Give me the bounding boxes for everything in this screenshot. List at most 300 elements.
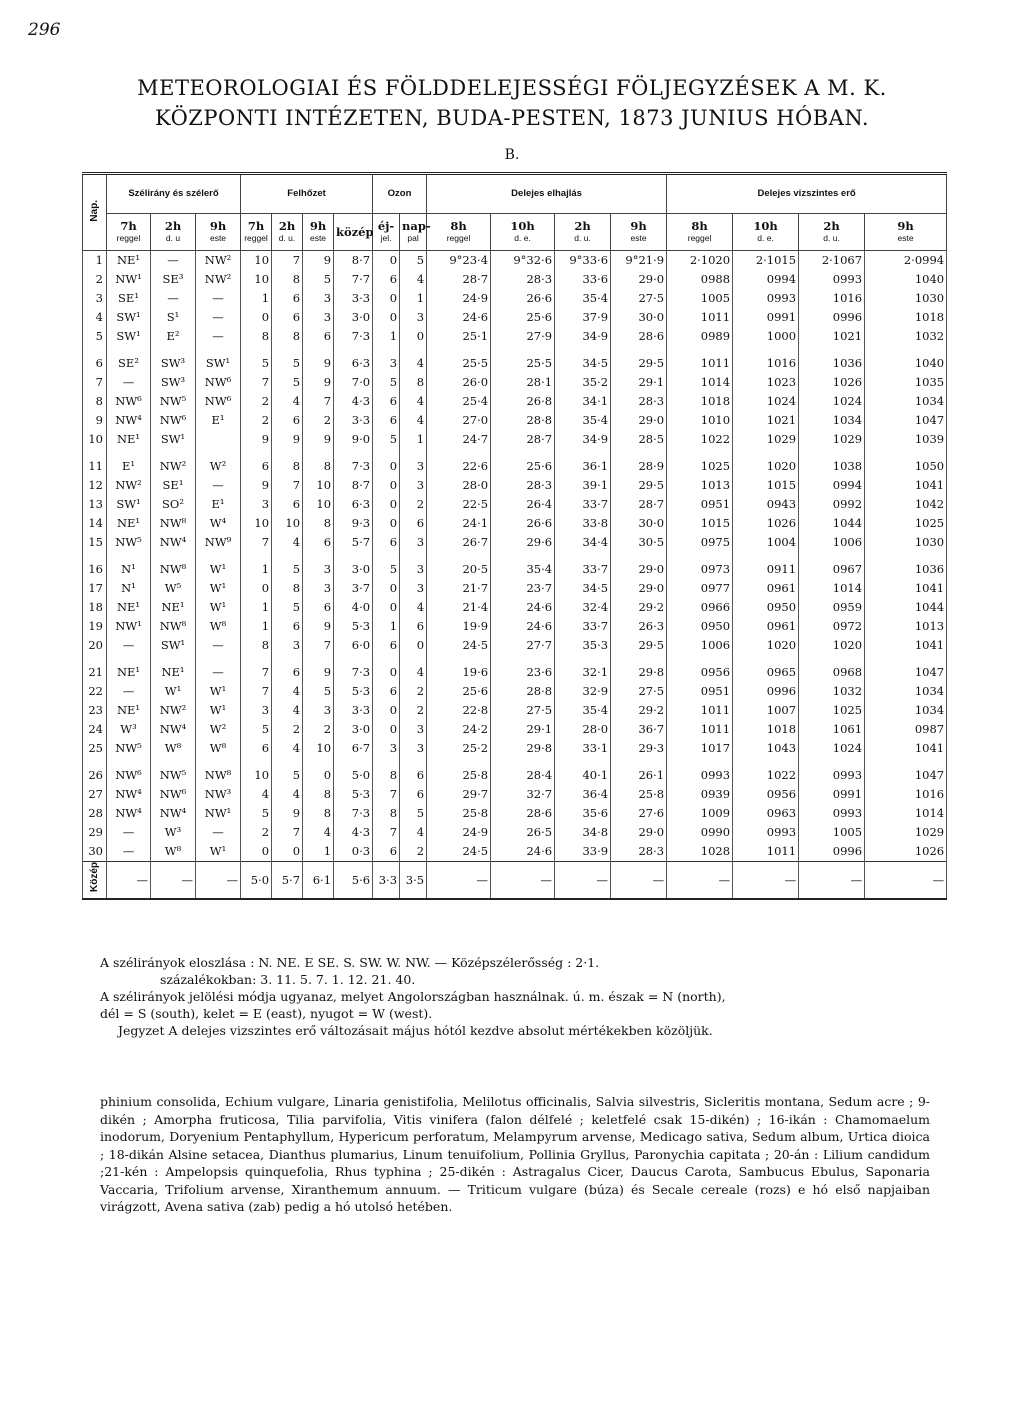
table-cell: —	[196, 823, 241, 842]
table-cell: 7	[373, 823, 400, 842]
table-cell: 1024	[799, 392, 865, 411]
table-row	[83, 373, 947, 392]
table-cell: 3	[373, 739, 400, 758]
table-cell: 6	[400, 514, 427, 533]
table-row	[83, 804, 947, 823]
table-cell: 0967	[799, 560, 865, 579]
table-row	[83, 514, 947, 533]
table-row	[83, 579, 947, 598]
table-cell: SE¹	[151, 476, 196, 495]
header-hour-cell	[555, 214, 611, 251]
header-hour-label: 9h	[897, 219, 914, 233]
table-cell: 36·1	[555, 457, 611, 476]
table-cell: —	[107, 373, 151, 392]
table-cell: SW¹	[151, 636, 196, 655]
table-cell: 32·9	[555, 682, 611, 701]
table-cell: W¹	[151, 682, 196, 701]
table-cell: 0	[373, 476, 400, 495]
header-hour-label: 10h	[753, 219, 778, 233]
table-cell: 28·8	[491, 682, 555, 701]
table-cell: 24·5	[427, 636, 491, 655]
table-cell: 9°33·6	[555, 251, 611, 271]
day-cell: 11	[83, 457, 107, 476]
table-cell: 1020	[733, 457, 799, 476]
table-cell: 25·8	[611, 785, 667, 804]
table-cell: 2·0994	[865, 251, 947, 271]
table-cell: 10	[303, 739, 334, 758]
table-cell: 7·3	[334, 663, 373, 682]
table-row	[83, 766, 947, 785]
header-sub-label: d. e.	[514, 233, 531, 243]
table-cell: 29·2	[611, 598, 667, 617]
table-cell: 4	[272, 533, 303, 552]
table-cell: 0987	[865, 720, 947, 739]
day-cell: 22	[83, 682, 107, 701]
table-cell: E¹	[196, 495, 241, 514]
table-cell: 1024	[799, 739, 865, 758]
table-cell: 5	[241, 720, 272, 739]
table-cell: 1032	[799, 682, 865, 701]
table-cell: 10	[303, 495, 334, 514]
header-hour-cell	[733, 214, 799, 251]
table-cell: 1038	[799, 457, 865, 476]
mean-cell: —	[865, 862, 947, 900]
note-jegyzet: Jegyzet A delejes vizszintes erő változásait május hótól kezdve absolut mértékekben közöljük.	[118, 1023, 713, 1038]
header-szelirany: Szélirány és szélerő	[107, 174, 241, 214]
table-cell: 0	[272, 842, 303, 862]
table-cell: 24·6	[491, 617, 555, 636]
header-hour-cell	[491, 214, 555, 251]
table-cell: 1005	[667, 289, 733, 308]
table-cell: 1011	[667, 308, 733, 327]
group-spacer	[83, 346, 947, 354]
table-cell: 1026	[733, 514, 799, 533]
table-cell: 9	[303, 373, 334, 392]
table-cell: 6	[373, 392, 400, 411]
table-cell: 0	[373, 251, 400, 271]
table-cell: 5	[373, 373, 400, 392]
table-cell: 7	[272, 823, 303, 842]
table-cell: NW⁵	[107, 533, 151, 552]
table-cell: 6	[241, 739, 272, 758]
table-cell: 33·8	[555, 514, 611, 533]
table-cell: 1007	[733, 701, 799, 720]
header-hour-cell	[400, 214, 431, 251]
table-cell: 27·0	[427, 411, 491, 430]
table-cell: 0988	[667, 270, 733, 289]
table-cell: 6	[400, 766, 427, 785]
table-row	[83, 495, 947, 514]
table-cell: 29·0	[611, 560, 667, 579]
table-cell: 1023	[733, 373, 799, 392]
table-cell: 0	[303, 766, 334, 785]
table-cell: W²	[196, 720, 241, 739]
table-cell: 0996	[799, 842, 865, 862]
table-cell: 34·1	[555, 392, 611, 411]
day-cell: 24	[83, 720, 107, 739]
table-cell: 33·9	[555, 842, 611, 862]
table-cell: 2	[272, 720, 303, 739]
table-cell: NE¹	[151, 663, 196, 682]
table-header-row-hours	[83, 214, 947, 251]
table-cell: 26·5	[491, 823, 555, 842]
table-cell: W¹	[196, 842, 241, 862]
header-sub-label: jel.	[380, 233, 392, 243]
header-delejes-elhajlas: Delejes elhajlás	[427, 174, 667, 214]
table-cell: 8	[303, 514, 334, 533]
table-cell: E¹	[196, 411, 241, 430]
header-delejes-vizszintes: Delejes vizszintes erő	[667, 174, 947, 214]
table-cell: 29·0	[611, 579, 667, 598]
header-hour-cell	[334, 214, 373, 251]
table-cell: NW⁴	[107, 785, 151, 804]
table-cell: 33·7	[555, 495, 611, 514]
mean-row	[83, 862, 947, 900]
table-cell: 10	[241, 766, 272, 785]
table-cell: 24·6	[491, 842, 555, 862]
table-cell: 4·0	[334, 598, 373, 617]
table-cell: NW⁴	[151, 720, 196, 739]
table-cell: 26·4	[491, 495, 555, 514]
table-cell: 9·0	[334, 430, 373, 449]
table-cell: 5	[241, 354, 272, 373]
table-cell: W¹	[196, 598, 241, 617]
table-cell: 4	[400, 663, 427, 682]
table-cell: NE¹	[107, 598, 151, 617]
mean-cell: —	[107, 862, 151, 900]
table-cell: 1020	[799, 636, 865, 655]
table-cell: 7·7	[334, 270, 373, 289]
table-cell: 8	[303, 804, 334, 823]
table-cell: 30·0	[611, 514, 667, 533]
table-cell: 1006	[667, 636, 733, 655]
table-header-row-top	[83, 174, 947, 214]
group-spacer	[83, 758, 947, 766]
header-hour-cell	[611, 214, 667, 251]
table-cell: 7	[272, 476, 303, 495]
table-cell: 28·1	[491, 373, 555, 392]
table-cell: 28·4	[491, 766, 555, 785]
table-cell: 1018	[865, 308, 947, 327]
table-cell: 1043	[733, 739, 799, 758]
table-cell: 7·3	[334, 804, 373, 823]
table-cell: 1021	[733, 411, 799, 430]
table-cell: SW¹	[196, 354, 241, 373]
table-cell: 0951	[667, 682, 733, 701]
table-cell: 3	[400, 457, 427, 476]
table-cell: 1041	[865, 476, 947, 495]
table-cell: 21·7	[427, 579, 491, 598]
table-cell: 28·7	[611, 495, 667, 514]
table-cell: 6	[400, 785, 427, 804]
table-cell: 9°21·9	[611, 251, 667, 271]
table-cell: 1025	[865, 514, 947, 533]
table-cell: 4	[272, 392, 303, 411]
table-cell: 1	[241, 289, 272, 308]
table-cell: 0996	[799, 308, 865, 327]
table-cell: SW¹	[107, 308, 151, 327]
table-cell: 2	[400, 495, 427, 514]
table-cell: 9	[303, 663, 334, 682]
observation-table-wrapper	[82, 172, 946, 900]
table-cell: 1034	[865, 701, 947, 720]
table-cell: 29·1	[611, 373, 667, 392]
header-sub-label: reggel	[116, 233, 141, 243]
table-cell: 5	[272, 373, 303, 392]
table-cell: 1040	[865, 270, 947, 289]
table-cell: 0993	[799, 804, 865, 823]
mean-cell: 5·0	[241, 862, 272, 900]
table-cell: 0956	[667, 663, 733, 682]
table-cell: 4	[241, 785, 272, 804]
mean-cell: 3·3	[373, 862, 400, 900]
table-cell: 5	[272, 598, 303, 617]
table-cell: 9°32·6	[491, 251, 555, 271]
day-cell: 29	[83, 823, 107, 842]
table-row	[83, 392, 947, 411]
table-cell: 0993	[799, 766, 865, 785]
header-sub-label: este	[209, 233, 227, 243]
table-cell: NW⁵	[107, 739, 151, 758]
table-cell: 1040	[865, 354, 947, 373]
day-cell: 16	[83, 560, 107, 579]
day-cell: 13	[83, 495, 107, 514]
table-cell: 0	[373, 598, 400, 617]
table-cell: 19·6	[427, 663, 491, 682]
header-hour-label: 7h	[120, 219, 137, 233]
mean-cell: —	[555, 862, 611, 900]
table-cell: 1025	[799, 701, 865, 720]
table-cell: 3	[303, 579, 334, 598]
day-cell: 20	[83, 636, 107, 655]
table-cell: 24·2	[427, 720, 491, 739]
table-cell: 22·5	[427, 495, 491, 514]
table-cell: N¹	[107, 579, 151, 598]
table-cell: 1024	[733, 392, 799, 411]
table-cell: 6	[373, 270, 400, 289]
table-cell: —	[107, 842, 151, 862]
mean-cell: —	[151, 862, 196, 900]
table-cell: —	[196, 663, 241, 682]
table-cell: 0943	[733, 495, 799, 514]
table-cell: 35·4	[555, 701, 611, 720]
table-cell: 8	[400, 373, 427, 392]
table-cell: 19·9	[427, 617, 491, 636]
table-cell: 7	[373, 785, 400, 804]
header-hour-label: 10h	[510, 219, 535, 233]
table-cell: E¹	[107, 457, 151, 476]
table-cell: 32·7	[491, 785, 555, 804]
table-cell: 0	[400, 327, 427, 346]
table-cell: 6·3	[334, 495, 373, 514]
header-hour-cell	[799, 214, 865, 251]
table-cell: 10	[272, 514, 303, 533]
table-cell: 0	[373, 579, 400, 598]
day-cell: 23	[83, 701, 107, 720]
table-cell: 0	[373, 308, 400, 327]
table-cell: 1041	[865, 739, 947, 758]
table-cell: 29·5	[611, 636, 667, 655]
table-cell: 5	[400, 804, 427, 823]
table-cell: 0993	[733, 823, 799, 842]
header-sub-label: pal	[407, 233, 419, 243]
header-hour-cell	[427, 214, 491, 251]
table-cell: NE¹	[107, 701, 151, 720]
table-cell: NW⁶	[151, 411, 196, 430]
table-cell: 1017	[667, 739, 733, 758]
table-cell: 27·9	[491, 327, 555, 346]
table-cell: 2·1067	[799, 251, 865, 271]
table-cell: 28·8	[491, 411, 555, 430]
table-cell: SW³	[151, 373, 196, 392]
day-cell: 8	[83, 392, 107, 411]
table-cell: 2	[400, 701, 427, 720]
table-cell: 2	[400, 682, 427, 701]
table-body	[83, 251, 947, 900]
table-cell: 0966	[667, 598, 733, 617]
day-cell: 5	[83, 327, 107, 346]
table-cell: 1029	[799, 430, 865, 449]
table-cell: 4	[400, 354, 427, 373]
table-cell: 1030	[865, 289, 947, 308]
table-cell: W⁸	[151, 842, 196, 862]
table-cell: 32·1	[555, 663, 611, 682]
table-cell: 22·6	[427, 457, 491, 476]
table-cell: 26·0	[427, 373, 491, 392]
day-cell: 3	[83, 289, 107, 308]
table-cell: 9°23·4	[427, 251, 491, 271]
table-cell: 35·2	[555, 373, 611, 392]
day-cell: 21	[83, 663, 107, 682]
table-cell: 0961	[733, 617, 799, 636]
table-cell: 1015	[667, 514, 733, 533]
table-cell: 0	[373, 495, 400, 514]
table-cell: 5	[400, 251, 427, 271]
table-cell: 0973	[667, 560, 733, 579]
table-cell: 9	[303, 617, 334, 636]
table-cell: 4	[400, 411, 427, 430]
table-cell: W⁸	[196, 739, 241, 758]
table-cell: 8	[303, 457, 334, 476]
table-cell: 29·5	[611, 476, 667, 495]
table-cell: NW⁴	[151, 533, 196, 552]
table-cell: NE¹	[107, 663, 151, 682]
table-cell: 5·3	[334, 785, 373, 804]
table-cell: 30·5	[611, 533, 667, 552]
table-cell: 6	[272, 411, 303, 430]
table-cell: 1016	[799, 289, 865, 308]
header-hour-label: 2h	[574, 219, 591, 233]
table-cell: 8	[241, 636, 272, 655]
table-cell: 37·9	[555, 308, 611, 327]
table-cell: 7·3	[334, 457, 373, 476]
table-cell: 24·1	[427, 514, 491, 533]
header-hour-cell	[107, 214, 151, 251]
table-cell: 0994	[733, 270, 799, 289]
table-cell: 6	[272, 495, 303, 514]
header-hour-label: 2h	[278, 219, 296, 233]
day-cell: 15	[83, 533, 107, 552]
table-cell: 9·3	[334, 514, 373, 533]
table-cell: 10	[241, 514, 272, 533]
table-cell: 0	[241, 308, 272, 327]
day-cell: 6	[83, 354, 107, 373]
table-cell: 1	[400, 430, 427, 449]
table-cell: NW⁸	[151, 560, 196, 579]
table-cell: 1020	[733, 636, 799, 655]
table-cell: SE²	[107, 354, 151, 373]
header-ozon: Ozon	[373, 174, 427, 214]
table-cell: 4	[303, 823, 334, 842]
table-cell: 10	[241, 270, 272, 289]
table-cell: 3	[400, 579, 427, 598]
table-cell: 8	[272, 579, 303, 598]
table-cell: NW²	[151, 701, 196, 720]
table-cell: 1026	[799, 373, 865, 392]
table-cell: 32·4	[555, 598, 611, 617]
table-cell: 8	[303, 785, 334, 804]
group-spacer	[83, 552, 947, 560]
table-cell: 0950	[733, 598, 799, 617]
table-cell: 6	[272, 663, 303, 682]
day-cell: 10	[83, 430, 107, 449]
table-cell: W⁸	[151, 739, 196, 758]
header-hour-label: nap-	[402, 219, 431, 233]
section-label: B.	[504, 147, 520, 163]
table-row	[83, 270, 947, 289]
table-cell: 34·9	[555, 327, 611, 346]
note-wind-percent: százalékokban: 3. 11. 5. 7. 1. 12. 21. 40.	[160, 972, 416, 987]
table-cell: NW²	[196, 251, 241, 271]
header-hour-label: közép	[336, 225, 374, 239]
table-cell: 25·6	[427, 682, 491, 701]
table-cell: S¹	[151, 308, 196, 327]
table-cell: 30·0	[611, 308, 667, 327]
table-cell: 24·9	[427, 823, 491, 842]
table-cell: 2	[241, 392, 272, 411]
group-spacer	[83, 655, 947, 663]
table-cell: 5	[272, 560, 303, 579]
table-cell: 0993	[733, 289, 799, 308]
table-cell: 35·3	[555, 636, 611, 655]
table-cell: 5·3	[334, 682, 373, 701]
table-cell: 4	[272, 739, 303, 758]
table-cell: 8·7	[334, 476, 373, 495]
table-cell: SW³	[151, 354, 196, 373]
table-cell: W²	[196, 457, 241, 476]
table-cell: 0975	[667, 533, 733, 552]
table-cell: 0963	[733, 804, 799, 823]
table-cell: —	[196, 308, 241, 327]
table-cell: W¹	[196, 682, 241, 701]
table-cell: 1004	[733, 533, 799, 552]
table-cell: 9	[303, 430, 334, 449]
table-cell: 29·0	[611, 823, 667, 842]
table-cell: 5	[303, 270, 334, 289]
table-cell: 34·5	[555, 354, 611, 373]
table-cell: 1032	[865, 327, 947, 346]
header-sub-label: reggel	[687, 233, 712, 243]
header-hour-label: 8h	[691, 219, 708, 233]
table-cell: 1011	[667, 701, 733, 720]
table-cell: 40·1	[555, 766, 611, 785]
table-cell: NW¹	[107, 270, 151, 289]
table-cell: 1028	[667, 842, 733, 862]
table-cell: 4	[272, 682, 303, 701]
table-row	[83, 682, 947, 701]
table-cell: 1016	[733, 354, 799, 373]
table-cell: 1034	[865, 392, 947, 411]
